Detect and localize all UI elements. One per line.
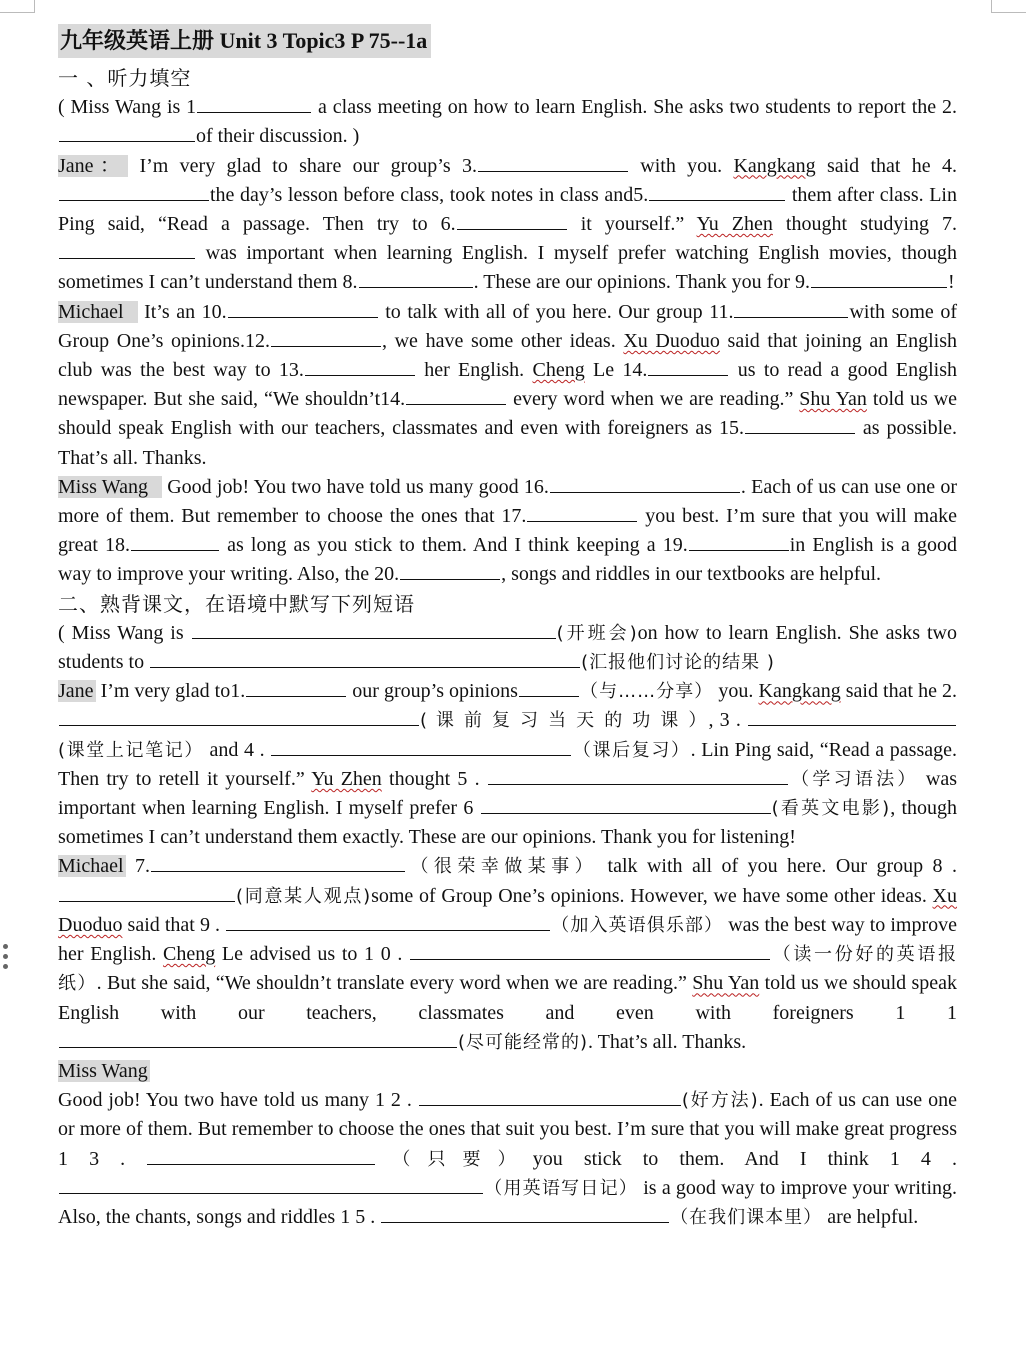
blank-field[interactable] bbox=[519, 678, 579, 697]
blank-field[interactable] bbox=[59, 182, 209, 201]
miss-wang-recitation-paragraph: Good job! You two have told us many 1 2 . (好方法). Each of us can use one or more of them. But remember to choose the ones that suit you best. I’m sure that you will make great progress 1 3 . （只要）you stick to them. And I think 1 4 . （用英语写日记） is a good way to improve your writing. Also, the chants, songs and riddles 1 5 . （在我们课本里） are helpful. bbox=[58, 1089, 958, 1228]
speaker-label: Miss Wang bbox=[58, 476, 162, 498]
blank-field[interactable] bbox=[197, 94, 311, 113]
blank-field[interactable] bbox=[151, 853, 405, 872]
speaker-label: Miss Wang bbox=[58, 1059, 148, 1082]
blank-field[interactable] bbox=[150, 649, 580, 668]
blank-field[interactable] bbox=[131, 532, 219, 551]
blank-field[interactable] bbox=[811, 269, 947, 288]
blank-field[interactable] bbox=[410, 941, 770, 960]
section-heading-listening: 一 、听力填空 bbox=[58, 66, 192, 90]
page-corner-marker bbox=[0, 0, 35, 13]
blank-field[interactable] bbox=[419, 1087, 681, 1106]
blank-field[interactable] bbox=[59, 240, 195, 259]
blank-field[interactable] bbox=[381, 1204, 669, 1223]
speaker-label: Jane bbox=[58, 680, 94, 703]
blank-field[interactable] bbox=[305, 357, 415, 376]
blank-field[interactable] bbox=[748, 707, 956, 726]
blank-field[interactable] bbox=[59, 1175, 483, 1194]
blank-field[interactable] bbox=[649, 182, 785, 201]
blank-field[interactable] bbox=[478, 153, 628, 172]
listening-intro: ( Miss Wang is 1 a class meeting on how to learn English. She asks two students to report the 2.of their discussion. ) bbox=[58, 96, 957, 148]
miss-wang-recitation-speaker bbox=[58, 1057, 957, 1086]
michael-paragraph: Michael It’s an 10. to talk with all of you here. Our group 11. with some of Group One’s opinions.12. , we have some other ideas. Xu Duoduo said that joining an English club was the best way to 13. her English. Cheng Le 14. us to read a good English newspaper. But she said, “We shouldn’t14. every word when we are reading.” Shu Yan told us we should speak English with our teachers, classmates and even with foreigners as 15. as possible. That’s all. Thanks. bbox=[58, 300, 958, 469]
section-heading-recitation: 二、熟背课文，在语境中默写下列短语 bbox=[58, 591, 415, 616]
blank-field[interactable] bbox=[271, 328, 381, 347]
blank-field[interactable] bbox=[745, 415, 855, 434]
speaker-label: Jane： bbox=[58, 154, 127, 177]
speaker-label: Michael bbox=[58, 301, 138, 323]
blank-field[interactable] bbox=[246, 678, 346, 697]
jane-paragraph: Jane： I’m very glad to share our group’s 3. with you. Kangkang said that he 4.the day’s lesson before class, took notes in class and5. them after class. Lin Ping said, “Read a passage. Then try to 6. it yourself.” Yu Zhen thought studying 7. was important when learning English. I myself prefer watching English movies, though sometimes I can’t understand them 8. . These are our opinions. Thank you for 9. ! bbox=[58, 154, 957, 294]
blank-field[interactable] bbox=[406, 386, 506, 405]
recitation-intro: ( Miss Wang is (开班会)on how to learn English. She asks two students to (汇报他们讨论的结果 ) bbox=[58, 621, 958, 674]
blank-field[interactable] bbox=[59, 707, 419, 726]
blank-field[interactable] bbox=[59, 1029, 457, 1048]
page-corner-marker bbox=[991, 0, 1026, 13]
michael-recitation-paragraph: Michael 7. （很荣幸做某事） talk with all of you here. Our group 8 . (同意某人观点)some of Group One’s opinions. However, we have some other ideas. Xu Duoduo said that 9 . （加入英语俱乐部） was the best way to improve her English. Cheng Le advised us to 1 0 . （读一份好的英语报纸）. But she said, “We shouldn’t translate every word when we are reading.” Shu Yan told us we should speak English with our teachers, classmates and even with foreigners 1 1 (尽可能经常的). That’s all. Thanks. bbox=[58, 855, 958, 1053]
blank-field[interactable] bbox=[59, 883, 235, 902]
blank-field[interactable] bbox=[192, 620, 556, 639]
blank-field[interactable] bbox=[400, 561, 500, 580]
blank-field[interactable] bbox=[488, 766, 788, 785]
blank-field[interactable] bbox=[481, 795, 771, 814]
document-page bbox=[58, 24, 957, 1232]
blank-field[interactable] bbox=[527, 503, 637, 522]
blank-field[interactable] bbox=[457, 211, 567, 230]
blank-field[interactable] bbox=[59, 123, 195, 142]
speaker-label: Michael bbox=[58, 855, 124, 878]
page-title: 九年级英语上册 Unit 3 Topic3 P 75--1a bbox=[58, 24, 431, 58]
jane-recitation-paragraph: Jane I’m very glad to1. our group’s opinions （与……分享） you. Kangkang said that he 2.( 课 前 复 习 当 天 的 功 课 ）, 3 . (课堂上记笔记） and 4 . （课后复习）. Lin Ping said, “Read a passage. Then try to retell it yourself.” Yu Zhen thought 5 . （学习语法） was important when learning English. I myself prefer 6 (看英文电影), though sometimes I can’t understand them exactly. These are our opinions. Thank you for listening! bbox=[58, 680, 958, 849]
blank-field[interactable] bbox=[734, 299, 848, 318]
blank-field[interactable] bbox=[648, 357, 728, 376]
blank-field[interactable] bbox=[359, 269, 473, 288]
blank-field[interactable] bbox=[226, 912, 550, 931]
more-options-icon[interactable] bbox=[3, 944, 11, 974]
blank-field[interactable] bbox=[550, 474, 740, 493]
blank-field[interactable] bbox=[271, 737, 571, 756]
blank-field[interactable] bbox=[689, 532, 789, 551]
blank-field[interactable] bbox=[228, 299, 378, 318]
miss-wang-paragraph: Miss Wang Good job! You two have told us many good 16. . Each of us can use one or more of them. But remember to choose the ones that 17. you best. I’m sure that you will make great 18. as long as you stick to them. And I think keeping a 19. in English is a good way to improve your writing. Also, the 20. , songs and riddles in our textbooks are helpful. bbox=[58, 475, 957, 586]
blank-field[interactable] bbox=[147, 1146, 375, 1165]
